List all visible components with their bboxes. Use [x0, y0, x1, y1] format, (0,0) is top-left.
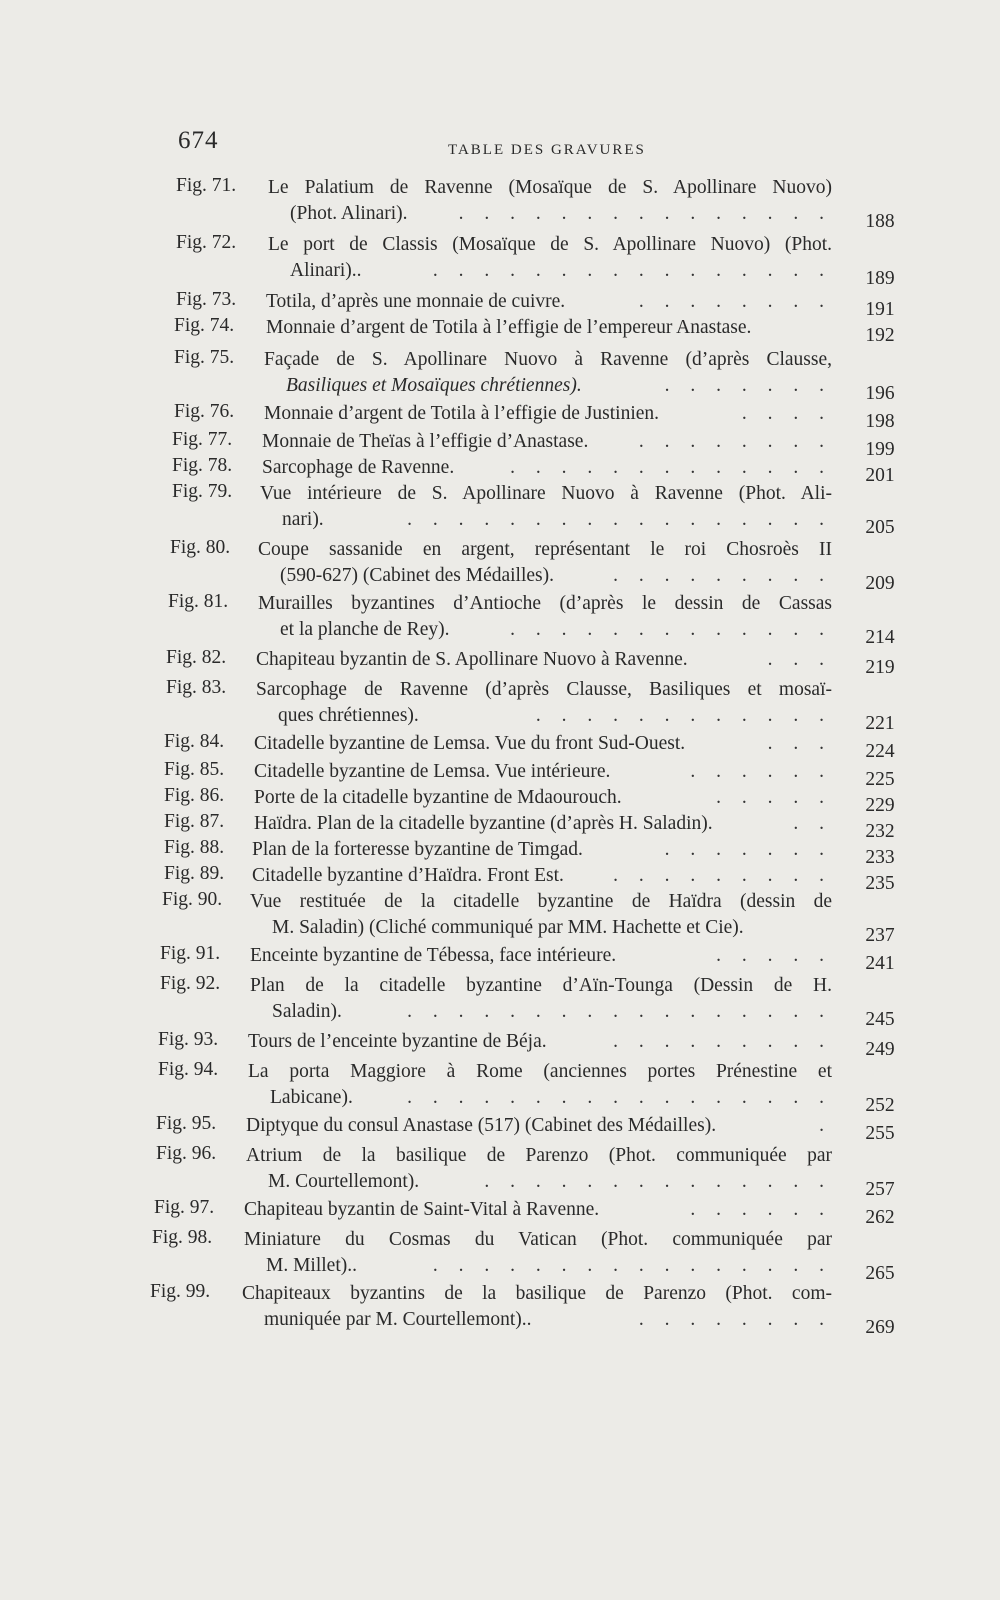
figure-caption — [268, 175, 832, 227]
page-reference: 196 — [865, 383, 895, 404]
figure-number: Fig. 98. — [152, 1227, 213, 1248]
running-title: TABLE DES GRAVURES — [448, 142, 646, 158]
figure-caption — [262, 429, 832, 455]
leader-dots: . . . . . . . . . . . . . — [510, 457, 832, 478]
leader-dots: . . . . . . . . — [638, 291, 832, 312]
figure-caption — [258, 537, 832, 589]
page-reference: 262 — [865, 1207, 895, 1228]
caption-text: nari). — [282, 509, 324, 530]
page-reference: 224 — [865, 741, 895, 762]
figure-caption — [250, 889, 832, 941]
figure-caption — [252, 863, 832, 889]
figure-number: Fig. 85. — [164, 759, 225, 780]
caption-line — [250, 889, 832, 915]
leader-dots: . . . . . . . . . . . . . . . — [458, 203, 832, 224]
page-reference: 205 — [865, 517, 895, 538]
caption-line — [268, 232, 832, 258]
figure-caption — [264, 401, 832, 427]
page-reference: 188 — [865, 211, 895, 232]
figure-caption — [244, 1197, 832, 1223]
caption-text: M. Saladin) (Cliché communiqué par MM. Hachette et Cie). — [272, 917, 744, 938]
caption-text: Haïdra. Plan de la citadelle byzantine (d’après H. Saladin). — [254, 813, 713, 834]
figure-caption — [254, 785, 832, 811]
leader-dots: . . . . . . . . . . . . — [535, 705, 832, 726]
page-reference: 229 — [865, 795, 895, 816]
figure-number: Fig. 95. — [156, 1113, 217, 1134]
leader-dots: . . . — [767, 733, 832, 754]
caption-text: (Phot. Alinari). — [290, 203, 408, 224]
caption-line — [256, 703, 832, 729]
caption-line — [248, 1029, 832, 1055]
caption-text: Citadelle byzantine d’Haïdra. Front Est. — [252, 865, 564, 886]
page-number: 674 — [178, 127, 219, 154]
caption-text: Sarcophage de Ravenne (d’après Clausse, Basiliques et mosaï- — [256, 679, 832, 700]
leader-dots: . . . . . . . . — [638, 1309, 832, 1330]
caption-text: M. Millet).. — [266, 1255, 357, 1276]
figure-caption — [256, 647, 832, 673]
figure-number: Fig. 87. — [164, 811, 225, 832]
figure-caption — [248, 1059, 832, 1111]
caption-line — [250, 999, 832, 1025]
figure-caption — [248, 1029, 832, 1055]
page-reference: 257 — [865, 1179, 895, 1200]
figure-number: Fig. 93. — [158, 1029, 219, 1050]
caption-text: Chapiteau byzantin de S. Apollinare Nuovo à Ravenne. — [256, 649, 688, 670]
figure-number: Fig. 79. — [172, 481, 233, 502]
page-reference: 249 — [865, 1039, 895, 1060]
figure-number: Fig. 80. — [170, 537, 231, 558]
caption-line — [258, 537, 832, 563]
leader-dots: . . — [793, 813, 832, 834]
page-reference: 237 — [865, 925, 895, 946]
figure-number: Fig. 74. — [174, 315, 235, 336]
caption-text: Totila, d’après une monnaie de cuivre. — [266, 291, 566, 312]
leader-dots: . . . . . — [716, 787, 832, 808]
caption-line — [252, 863, 832, 889]
figure-caption — [242, 1281, 832, 1333]
figure-caption — [250, 943, 832, 969]
leader-dots: . . . . . . . . — [638, 431, 832, 452]
figure-number: Fig. 99. — [150, 1281, 211, 1302]
caption-line — [242, 1281, 832, 1307]
figure-number: Fig. 94. — [158, 1059, 219, 1080]
caption-text: Porte de la citadelle byzantine de Mdaourouch. — [254, 787, 622, 808]
page-reference: 265 — [865, 1263, 895, 1284]
caption-text: Le port de Classis (Mosaïque de S. Apollinare Nuovo) (Phot. — [268, 234, 832, 255]
caption-line — [264, 347, 832, 373]
page-reference: 192 — [865, 325, 895, 346]
figure-number: Fig. 96. — [156, 1143, 217, 1164]
caption-text: Chapiteau byzantin de Saint-Vital à Ravenne. — [244, 1199, 600, 1220]
caption-text: M. Courtellemont). — [268, 1171, 420, 1192]
figure-number: Fig. 86. — [164, 785, 225, 806]
page-reference: 241 — [865, 953, 895, 974]
figure-caption — [254, 811, 832, 837]
leader-dots: . . . . . . . . . . . . . . . . . — [407, 509, 832, 530]
figure-caption — [264, 347, 832, 399]
caption-line — [256, 677, 832, 703]
page-reference: 201 — [865, 465, 895, 486]
figure-number: Fig. 91. — [160, 943, 221, 964]
figure-caption — [246, 1113, 832, 1139]
figure-number: Fig. 89. — [164, 863, 225, 884]
caption-text: Façade de S. Apollinare Nuovo à Ravenne (d’après Clausse, — [264, 349, 832, 370]
caption-text: Saladin). — [272, 1001, 342, 1022]
caption-line — [250, 973, 832, 999]
caption-text: Labicane). — [270, 1087, 353, 1108]
caption-line — [250, 943, 832, 969]
page-reference: 191 — [865, 299, 895, 320]
figure-caption — [254, 731, 832, 757]
leader-dots: . — [819, 1115, 832, 1136]
caption-text: Citadelle byzantine de Lemsa. Vue intérieure. — [254, 761, 611, 782]
caption-text: Tours de l’enceinte byzantine de Béja. — [248, 1031, 547, 1052]
figure-number: Fig. 88. — [164, 837, 225, 858]
caption-line — [264, 401, 832, 427]
caption-text: Le Palatium de Ravenne (Mosaïque de S. Apollinare Nuovo) — [268, 177, 832, 198]
caption-line — [258, 563, 832, 589]
caption-text: Alinari).. — [290, 260, 362, 281]
figure-number: Fig. 72. — [176, 232, 237, 253]
page-reference: 198 — [865, 411, 895, 432]
page-reference: 214 — [865, 627, 895, 648]
caption-line — [244, 1197, 832, 1223]
page-reference: 255 — [865, 1123, 895, 1144]
caption-line — [256, 647, 832, 673]
figure-number: Fig. 92. — [160, 973, 221, 994]
caption-line — [258, 617, 832, 643]
figure-number: Fig. 76. — [174, 401, 235, 422]
leader-dots: . . . . . . . . . . . . . . . . — [432, 1255, 832, 1276]
caption-line — [266, 315, 832, 341]
leader-dots: . . . . . . . — [664, 839, 832, 860]
caption-text: Chapiteaux byzantins de la basilique de Parenzo (Phot. com- — [242, 1283, 832, 1304]
caption-text: Vue restituée de la citadelle byzantine de Haïdra (dessin de — [250, 891, 832, 912]
figure-number: Fig. 78. — [172, 455, 233, 476]
caption-text: Coupe sassanide en argent, représentant le roi Chosroès II — [258, 539, 832, 560]
caption-line — [262, 429, 832, 455]
caption-text: Vue intérieure de S. Apollinare Nuovo à Ravenne (Phot. Ali- — [260, 483, 832, 504]
figure-number: Fig. 81. — [168, 591, 229, 612]
leader-dots: . . . . . . . . . . . . . . . . . — [407, 1087, 832, 1108]
leader-dots: . . . . — [741, 403, 832, 424]
figure-number: Fig. 84. — [164, 731, 225, 752]
figure-caption — [256, 677, 832, 729]
caption-line — [268, 201, 832, 227]
figure-caption — [246, 1143, 832, 1195]
caption-text: Citadelle byzantine de Lemsa. Vue du front Sud-Ouest. — [254, 733, 686, 754]
caption-line — [246, 1143, 832, 1169]
caption-line — [254, 811, 832, 837]
caption-line — [246, 1113, 832, 1139]
leader-dots: . . . . . . . . . . . . . . — [484, 1171, 832, 1192]
figure-caption — [262, 455, 832, 481]
caption-line — [262, 455, 832, 481]
leader-dots: . . . . . . . . . . . . . . . . . — [407, 1001, 832, 1022]
caption-line — [246, 1169, 832, 1195]
page-reference: 219 — [865, 657, 895, 678]
caption-line — [268, 258, 832, 284]
figure-caption — [244, 1227, 832, 1279]
caption-text: Monnaie d’argent de Totila à l’effigie de l’empereur Anastase. — [266, 317, 752, 338]
caption-text: Plan de la citadelle byzantine d’Aïn-Tounga (Dessin de H. — [250, 975, 832, 996]
caption-line — [244, 1253, 832, 1279]
caption-text: muniquée par M. Courtellemont).. — [264, 1309, 532, 1330]
page-reference: 252 — [865, 1095, 895, 1116]
page-reference: 189 — [865, 268, 895, 289]
caption-text: Monnaie d’argent de Totila à l’effigie de Justinien. — [264, 403, 660, 424]
page-reference: 269 — [865, 1317, 895, 1338]
leader-dots: . . . . . . . — [664, 375, 832, 396]
caption-text: Miniature du Cosmas du Vatican (Phot. communiquée par — [244, 1229, 832, 1250]
page-reference: 225 — [865, 769, 895, 790]
page-reference: 199 — [865, 439, 895, 460]
caption-text: ques chrétiennes). — [278, 705, 419, 726]
figure-number: Fig. 71. — [176, 175, 237, 196]
caption-line — [252, 837, 832, 863]
leader-dots: . . . . . . . . . . . . . — [510, 619, 832, 640]
figure-number: Fig. 77. — [172, 429, 233, 450]
page-reference: 233 — [865, 847, 895, 868]
caption-text: Sarcophage de Ravenne. — [262, 457, 455, 478]
leader-dots: . . . . . . — [690, 761, 832, 782]
caption-line — [242, 1307, 832, 1333]
caption-text: Basiliques et Mosaïques chrétiennes). — [286, 375, 582, 396]
page-reference: 245 — [865, 1009, 895, 1030]
figure-caption — [266, 315, 832, 341]
caption-line — [248, 1085, 832, 1111]
figure-caption — [250, 973, 832, 1025]
caption-text: Murailles byzantines d’Antioche (d’après le dessin de Cassas — [258, 593, 832, 614]
page-reference: 221 — [865, 713, 895, 734]
leader-dots: . . . — [767, 649, 832, 670]
figure-number: Fig. 82. — [166, 647, 227, 668]
caption-text: Diptyque du consul Anastase (517) (Cabinet des Médailles). — [246, 1115, 717, 1136]
caption-line — [268, 175, 832, 201]
caption-line — [250, 915, 832, 941]
figure-number: Fig. 75. — [174, 347, 235, 368]
caption-line — [260, 507, 832, 533]
figure-number: Fig. 97. — [154, 1197, 215, 1218]
caption-line — [266, 289, 832, 315]
caption-text: Monnaie de Theïas à l’effigie d’Anastase. — [262, 431, 589, 452]
figure-caption — [254, 759, 832, 785]
leader-dots: . . . . . . . . . — [613, 865, 832, 886]
caption-text: (590-627) (Cabinet des Médailles). — [280, 565, 555, 586]
caption-line — [258, 591, 832, 617]
leader-dots: . . . . . . . . . . . . . . . . — [432, 260, 832, 281]
page-reference: 232 — [865, 821, 895, 842]
caption-line — [254, 759, 832, 785]
caption-line — [260, 481, 832, 507]
caption-line — [254, 731, 832, 757]
figure-caption — [268, 232, 832, 284]
figure-number: Fig. 73. — [176, 289, 237, 310]
figure-caption — [260, 481, 832, 533]
caption-line — [264, 373, 832, 399]
leader-dots: . . . . . . . . . — [613, 565, 832, 586]
caption-line — [244, 1227, 832, 1253]
figure-number: Fig. 83. — [166, 677, 227, 698]
page-reference: 235 — [865, 873, 895, 894]
caption-line — [254, 785, 832, 811]
caption-text: et la planche de Rey). — [280, 619, 450, 640]
figure-caption — [266, 289, 832, 315]
leader-dots: . . . . . . — [690, 1199, 832, 1220]
caption-text: La porta Maggiore à Rome (anciennes portes Prénestine et — [248, 1061, 832, 1082]
figure-number: Fig. 90. — [162, 889, 223, 910]
figure-caption — [258, 591, 832, 643]
caption-text: Enceinte byzantine de Tébessa, face intérieure. — [250, 945, 617, 966]
caption-line — [248, 1059, 832, 1085]
caption-text: Atrium de la basilique de Parenzo (Phot. communiquée par — [246, 1145, 832, 1166]
leader-dots: . . . . . — [716, 945, 832, 966]
leader-dots: . . . . . . . . . — [613, 1031, 832, 1052]
figure-caption — [252, 837, 832, 863]
caption-text: Plan de la forteresse byzantine de Timgad. — [252, 839, 583, 860]
page-reference: 209 — [865, 573, 895, 594]
